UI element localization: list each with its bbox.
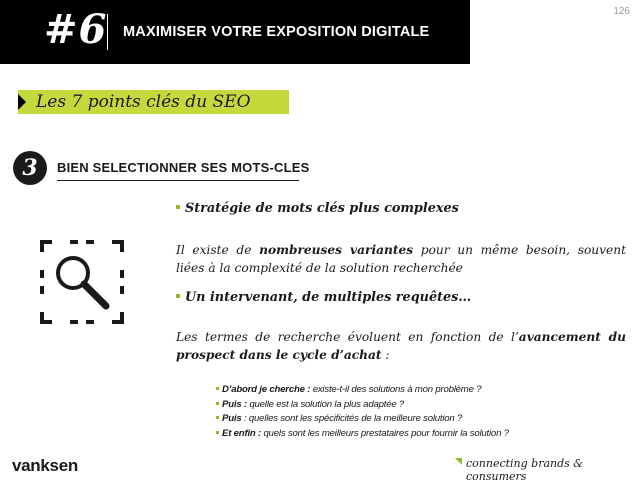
search-icon	[40, 240, 124, 324]
search-journey-list	[216, 383, 626, 441]
list-item-lead: Puis	[222, 413, 242, 424]
list-item-lead: Puis :	[222, 398, 247, 410]
banner-arrow-icon	[18, 94, 26, 110]
para1-text-c: pour un même besoin, souvent	[413, 243, 627, 257]
paragraph-2	[176, 328, 626, 364]
list-item-text: : quelles sont les spécificités de la meilleure solution ?	[241, 413, 463, 424]
list-item	[216, 427, 626, 442]
footer-tagline: connecting brands & consumers	[466, 457, 584, 483]
topic-banner-text: Les 7 points clés du SEO	[36, 92, 251, 112]
para2-emphasis-b: prospect dans le cycle d’achat	[176, 348, 382, 362]
paragraph-1	[176, 241, 626, 277]
para2-text-b: :	[381, 348, 390, 362]
bullet-heading-2-text: Un intervenant, de multiples requêtes…	[185, 290, 472, 305]
para1-text-a: Il existe de	[176, 243, 260, 257]
list-item-lead: D’abord je cherche :	[222, 384, 311, 395]
list-item	[216, 383, 626, 398]
step-badge: 3	[13, 151, 47, 185]
section-underline	[57, 180, 299, 181]
list-item-text: quelle est la solution la plus adaptée ?	[246, 398, 405, 410]
bullet-heading-1-text: Stratégie de mots clés plus complexes	[185, 201, 459, 216]
para1-emphasis: nombreuses variantes	[259, 243, 414, 257]
bullet-square-icon	[216, 431, 219, 434]
bullet-square-icon	[216, 387, 219, 390]
paragraph-1-line-2: liées à la complexité de la solution recherchée	[176, 261, 463, 275]
brand-logo: vanksen	[12, 456, 78, 475]
list-item	[216, 398, 626, 413]
header-bar	[0, 0, 470, 64]
bullet-square-icon	[216, 402, 219, 405]
chapter-title: MAXIMISER VOTRE EXPOSITION DIGITALE	[123, 24, 430, 40]
list-item-lead: Et enfin :	[222, 427, 262, 439]
bullet-heading-2	[176, 288, 626, 307]
section-title: BIEN SELECTIONNER SES MOTS-CLES	[57, 160, 310, 175]
header-divider	[107, 14, 108, 50]
para2-text-a: Les termes de recherche évoluent en fonction de l’	[176, 330, 519, 344]
chapter-number: #6	[44, 6, 108, 53]
para2-emphasis-a: avancement du	[518, 330, 626, 344]
list-item-text: existe-t-il des solutions à mon problème ?	[310, 384, 482, 395]
bullet-heading-1	[176, 199, 626, 218]
bullet-square-icon	[176, 205, 180, 209]
bullet-square-icon	[216, 416, 219, 419]
page-number: 126	[613, 6, 630, 17]
list-item	[216, 412, 626, 427]
paragraph-1-line-1	[176, 241, 626, 259]
tagline-corner-icon	[455, 458, 462, 465]
paragraph-2-line-1	[176, 328, 626, 346]
list-item-text: quels sont les meilleurs prestataires pour fournir la solution ?	[261, 427, 509, 439]
bullet-square-icon	[176, 294, 180, 298]
paragraph-2-line-2	[176, 346, 626, 364]
